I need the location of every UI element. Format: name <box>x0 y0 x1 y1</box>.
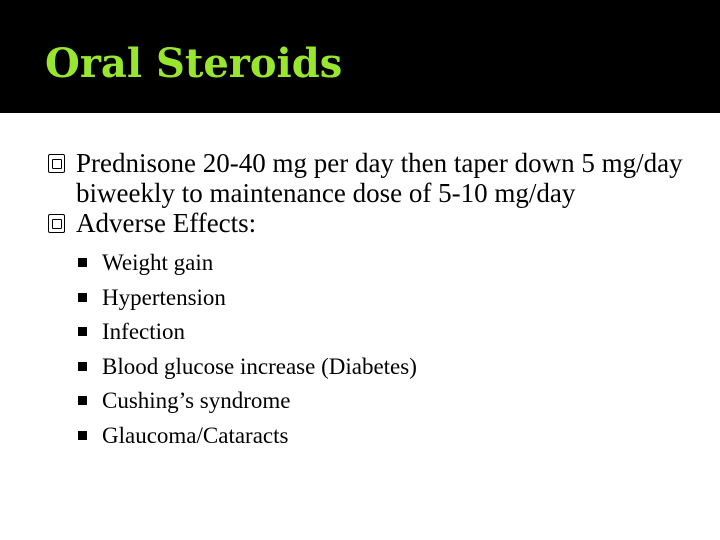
square-bullet-icon <box>78 362 87 371</box>
list-item-label: Cushing’s syndrome <box>102 388 291 413</box>
adverse-effects-list <box>76 246 688 453</box>
list-item <box>76 384 688 419</box>
square-bullet-icon <box>78 258 87 267</box>
square-bullet-icon <box>78 431 87 440</box>
list-item <box>76 281 688 316</box>
list-item-label: Blood glucose increase (Diabetes) <box>102 353 417 379</box>
square-bullet-icon <box>78 293 87 302</box>
bullet-adverse-effects <box>48 208 688 238</box>
title-bar <box>0 0 720 113</box>
list-item-label: Weight gain <box>102 250 214 275</box>
list-item-label: Glaucoma/Cataracts <box>102 422 289 448</box>
bullet-text: Adverse Effects: <box>76 208 257 238</box>
slide-content <box>48 148 688 453</box>
list-item-label: Infection <box>102 319 186 344</box>
square-bullet-icon <box>78 327 87 336</box>
list-item <box>76 246 688 281</box>
list-item <box>76 350 688 385</box>
square-bullet-icon <box>78 396 87 405</box>
bullet-box-icon <box>48 154 65 173</box>
list-item-label: Hypertension <box>102 284 226 310</box>
bullet-text: Prednisone 20-40 mg per day then taper down 5 mg/day biweekly to maintenance dose of 5-10 mg/day <box>76 148 683 208</box>
bullet-prednisone <box>48 148 688 208</box>
list-item <box>76 315 688 350</box>
bullet-box-icon <box>48 214 65 233</box>
slide-title: Oral Steroids <box>45 40 343 87</box>
list-item <box>76 419 688 454</box>
